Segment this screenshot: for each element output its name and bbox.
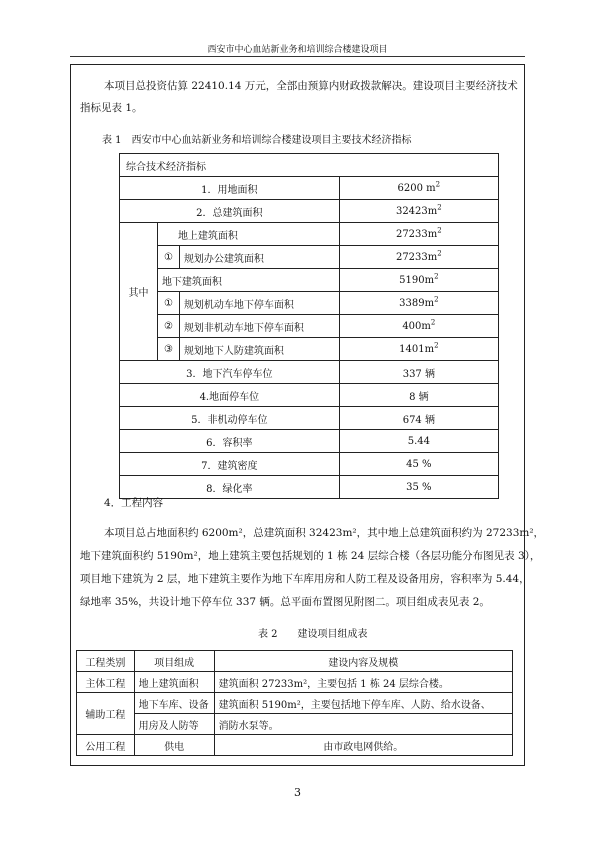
table2-cell: 主体工程: [77, 672, 135, 693]
table1-value: 6200 $m^2$: [339, 177, 498, 200]
intro-line-1: 本项目总投资估算 22410.14 万元，全部由预算内财政拨款解决。建设项目主要经济技术: [104, 80, 518, 92]
table1-value: 8 辆: [339, 384, 498, 407]
table2-cell: 辅助工程: [77, 693, 135, 735]
section-4-line-2: 地下建筑面积约 5190m²，地上建筑主要包括规划的 1 栋 24 层综合楼（各层功能分布图见表 3），: [80, 550, 541, 562]
table1-value: 5.44: [339, 430, 498, 453]
item-number: ③: [157, 338, 179, 361]
table1-value: 337 辆: [339, 361, 498, 384]
intro-line-2: 指标见表 1。: [80, 102, 143, 114]
table1-value: $5190m^2$: [339, 269, 498, 292]
section-4-line-3: 项目地下建筑为 2 层，地下建筑主要作为地下车库用房和人防工程及设备用房，容积率为 5.44，: [80, 573, 530, 585]
table1-caption: 表 1 西安市中心血站新业务和培训综合楼建设项目主要技术经济指标: [102, 135, 412, 146]
page-number: 3: [294, 786, 301, 799]
table2-header: 工程类别: [77, 651, 135, 672]
table1-value: 45 %: [339, 453, 498, 476]
table2-cell: 用房及人防等: [134, 714, 214, 735]
table2-cell: 地上建筑面积: [134, 672, 214, 693]
item-number: ②: [157, 315, 179, 338]
table1-value: $3389m^2$: [339, 292, 498, 315]
table1-cell: 规划非机动车地下停车面积: [179, 315, 339, 338]
table2-cell: 地下车库、设备: [134, 693, 214, 714]
table1-value: $27233m^2$: [339, 246, 498, 269]
header-rule: [70, 56, 525, 57]
item-number: ①: [157, 246, 179, 269]
table2-cell: 建筑面积 27233m²，主要包括 1 栋 24 层综合楼。: [214, 672, 512, 693]
item-number: ①: [157, 292, 179, 315]
table2-header: 建设内容及规模: [214, 651, 512, 672]
table1-value: 35 %: [339, 476, 498, 499]
table1-cell: 规划办公建筑面积: [179, 246, 339, 269]
table1-cell: 6．容积率: [120, 430, 340, 453]
section-4-title: 4．工程内容: [104, 497, 164, 509]
table1-value: 674 辆: [339, 407, 498, 430]
table1-value: $400m^2$: [339, 315, 498, 338]
table1-cell: 2．总建筑面积: [120, 200, 340, 223]
table2: [76, 650, 513, 756]
group-label: 其中: [120, 223, 158, 361]
table1-cell: 1．用地面积: [120, 177, 340, 200]
table1-cell: 地上建筑面积: [157, 223, 339, 246]
table1-cell: 5．非机动停车位: [120, 407, 340, 430]
table1-cell: 地下建筑面积: [157, 269, 339, 292]
table1-value: $27233m^2$: [339, 223, 498, 246]
table1-head: 综合技术经济指标: [120, 154, 499, 177]
table2-caption: 表 2 建设项目组成表: [258, 629, 368, 640]
table2-cell: 建筑面积 5190m²，主要包括地下停车库、人防、给水设备、: [214, 693, 512, 714]
table1-cell: 4.地面停车位: [120, 384, 340, 407]
table1-cell: 3．地下汽车停车位: [120, 361, 340, 384]
table1-cell: 7．建筑密度: [120, 453, 340, 476]
table2-cell: 供电: [134, 735, 214, 756]
table1-cell: 规划机动车地下停车面积: [179, 292, 339, 315]
table1-value: $32423m^2$: [339, 200, 498, 223]
table1-cell: 规划地下人防建筑面积: [179, 338, 339, 361]
running-header: 西安市中心血站新业务和培训综合楼建设项目: [207, 45, 388, 55]
table1-value: $1401m^2$: [339, 338, 498, 361]
section-4-line-1: 本项目总占地面积约 6200m²，总建筑面积 32423m²，其中地上总建筑面积约为 27233m²，: [104, 527, 545, 539]
table2-header: 项目组成: [134, 651, 214, 672]
section-4-line-4: 绿地率 35%，共设计地下停车位 337 辆。总平面布置图见附图二。项目组成表见表 2。: [80, 596, 490, 608]
table1: [119, 153, 499, 499]
table2-cell: 公用工程: [77, 735, 135, 756]
table2-cell: 由市政电网供给。: [214, 735, 512, 756]
table1-cell: 8．绿化率: [120, 476, 340, 499]
table2-cell: 消防水泵等。: [214, 714, 512, 735]
